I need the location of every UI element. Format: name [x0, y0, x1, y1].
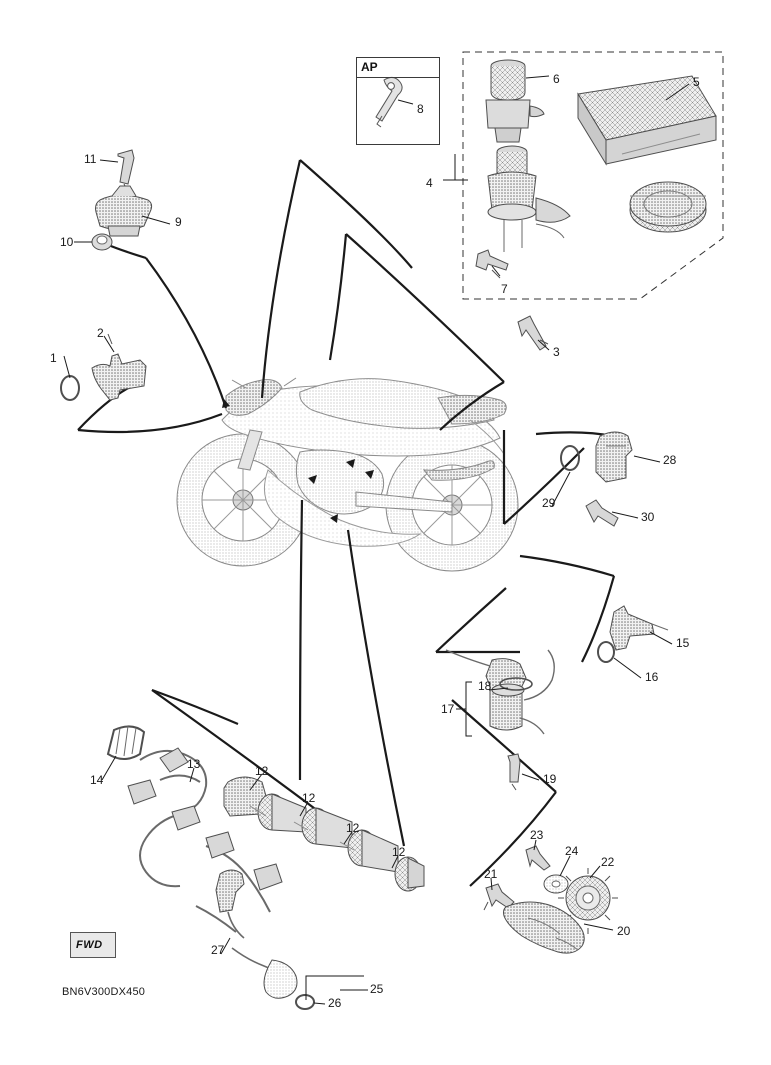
callout-15: 15 — [676, 636, 690, 650]
part-24-washer — [544, 875, 568, 893]
part-9-sensor — [96, 186, 152, 236]
callout-11: 11 — [84, 152, 97, 166]
callout-4: 4 — [426, 176, 433, 190]
callout-24: 24 — [565, 844, 579, 858]
callout-9: 9 — [175, 215, 182, 229]
ap-label: AP — [361, 60, 378, 74]
callout-5: 5 — [693, 75, 700, 89]
callout-10: 10 — [60, 235, 74, 249]
callout-16: 16 — [645, 670, 659, 684]
callout-29: 29 — [542, 496, 556, 510]
part-17-fuel-pump — [446, 650, 554, 734]
callout-12: 12 — [255, 764, 269, 778]
part-4-starter-motor — [488, 146, 570, 252]
callout-2: 2 — [97, 326, 104, 340]
part-number-code: BN6V300DX450 — [62, 986, 146, 998]
callout-7: 7 — [501, 282, 508, 296]
callout-17: 17 — [441, 702, 455, 716]
callout-12c: 12 — [346, 821, 360, 835]
part-10-grommet — [92, 234, 112, 250]
part-1-oring — [61, 376, 79, 400]
callout-30: 30 — [641, 510, 655, 524]
part-7-bolt — [476, 250, 508, 278]
callout-26: 26 — [328, 996, 342, 1010]
part-19-bolt — [508, 754, 520, 790]
callout-14: 14 — [90, 773, 104, 787]
part-28-sensor — [596, 432, 632, 482]
callout-6: 6 — [553, 72, 560, 86]
part-6-ignition-coil — [486, 60, 544, 142]
callout-12d: 12 — [392, 845, 406, 859]
ap-divider — [357, 77, 439, 78]
part-29-oring — [561, 446, 579, 470]
part-26-oring — [296, 995, 314, 1009]
callout-13: 13 — [187, 757, 201, 771]
callout-22: 22 — [601, 855, 615, 869]
callout-3: 3 — [553, 345, 560, 359]
callout-28: 28 — [663, 453, 677, 467]
fwd-label: FWD — [76, 939, 103, 951]
part-15-sensor — [610, 606, 668, 650]
part-23-bolt — [526, 846, 550, 870]
part-5-ecu — [578, 76, 716, 164]
callout-19: 19 — [543, 772, 557, 786]
part-2-sensor — [92, 334, 146, 400]
callout-1: 1 — [50, 351, 57, 365]
callout-27: 27 — [211, 943, 225, 957]
callout-12b: 12 — [302, 791, 316, 805]
callout-23: 23 — [530, 828, 544, 842]
callout-25: 25 — [370, 982, 384, 996]
fwd-marker — [70, 932, 116, 958]
callout-20: 20 — [617, 924, 631, 938]
part-5-round-component — [630, 182, 706, 232]
callout-21: 21 — [484, 867, 498, 881]
callout-18: 18 — [478, 679, 492, 693]
part-30-bolt — [586, 500, 618, 526]
part-16-oring — [598, 642, 614, 662]
callout-8: 8 — [417, 102, 424, 116]
ap-inset-box — [356, 57, 440, 145]
part-14-clamp — [108, 726, 144, 759]
